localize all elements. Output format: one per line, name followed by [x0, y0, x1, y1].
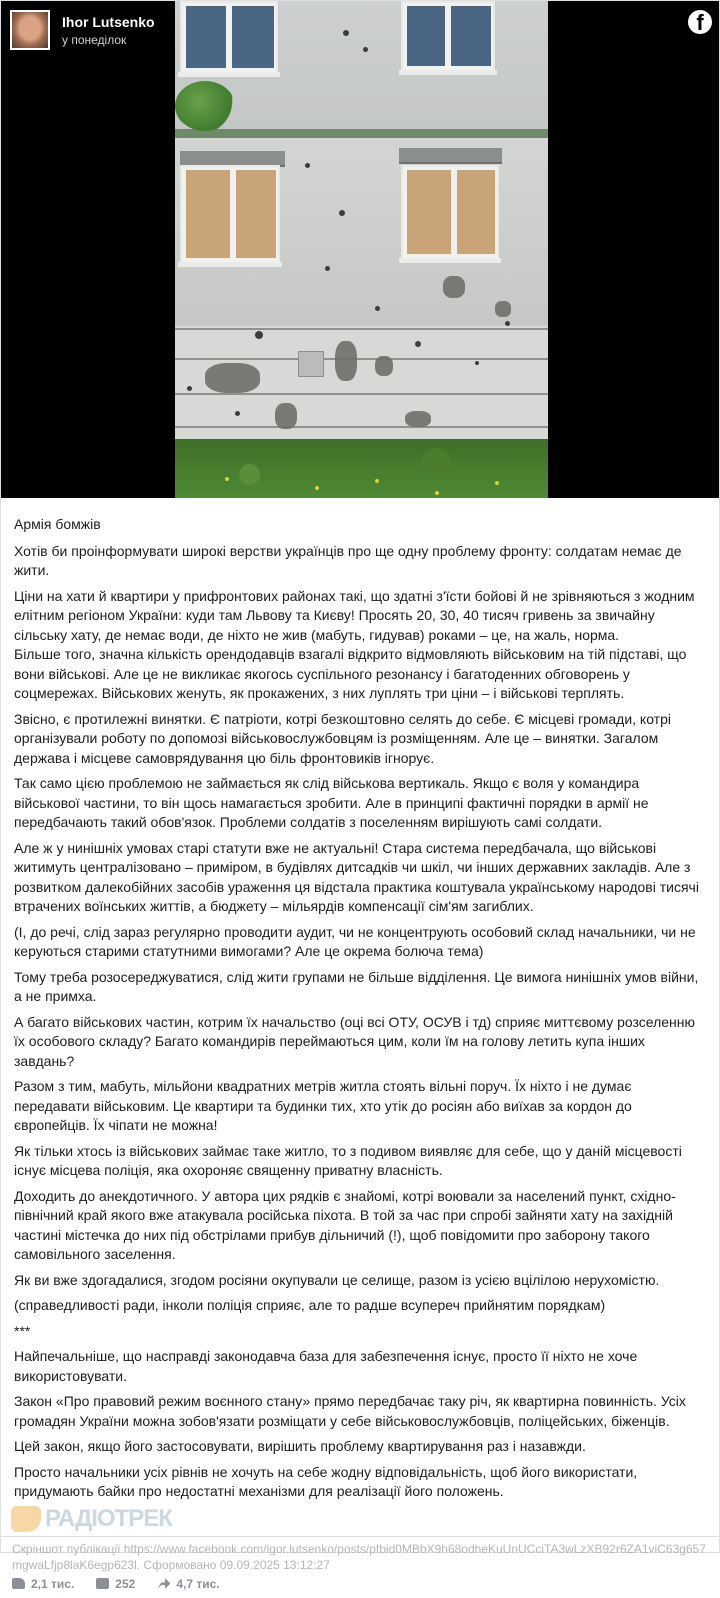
photo-hole: [187, 386, 192, 391]
photo-hole: [475, 361, 479, 365]
post-paragraph: Найпечальніше, що насправді законодавча база для забезпечення існує, просто її ніхто не хоче використовувати.: [14, 1348, 638, 1384]
post-text: [1, 498, 719, 1502]
post-paragraph: Ціни на хати й квартири у прифронтових районах такі, що здатні з'їсти бойові й не зрівняються з жодним елітним регіоном України: куди там Львову та Києву! Просять 20, 30, 40 тисяч гривень за звичайну сільську хату, де немає води, де ніхто не жив (мабуть, гидував) роками – це, на жаль, норма.: [14, 587, 695, 643]
photo-hole: [505, 321, 510, 326]
photo-window-boarded: [401, 165, 499, 261]
post-paragraph: Але ж у нинішніх умовах старі статути вже не актуальні! Стара система передбачала, що військові житимуть централізовано – приміром, в будівлях дитсадків чи шкіл, чи інших державних закладів. Але з розвитком далекобійних засобів ураження ця відстала практика коштувала українському народові тисячі втрачених воїнських життів, а бюджету – мільярдів компенсації сім'ям загиблих.: [14, 839, 699, 914]
likes-label: 2,1 тис.: [31, 1576, 75, 1591]
post-header: [10, 10, 155, 50]
post-paragraph: Як тільки хтось із військових займає таке житло, то з подивом виявляє для себе, що у даній місцевості існує місцева поліція, яка охороняє священну приватну власність.: [14, 1142, 682, 1178]
photo-seam: [175, 358, 548, 360]
post-paragraph: (І, до речі, слід зараз регулярно проводити аудит, чи не концентрують особовий склад начальники, чи не керуються старими статутними вимогами? Але це окрема болюча тема): [14, 923, 696, 959]
photo-hole: [325, 266, 330, 271]
like-icon: [12, 1578, 25, 1589]
shares-label: 4,7 тис.: [176, 1576, 220, 1591]
source-url-line2: mgwaLfjp8laK6egp623l. Сформовано 09.09.2025 13:12:27: [12, 1557, 330, 1572]
post-paragraph: Хотів би проінформувати широкі верстви українців про ще одну проблему фронту: солдатам немає де жити.: [14, 542, 682, 578]
post-paragraph: Більше того, значна кількість орендодавців взагалі відкрито відмовляють військовим на тій підставі, що вони військові. Але це не викликає якогось суспільного резонансу і багатоденних обговорень у соцмережах. Військових женуть, як прокажених, з них луплять три ціни – і військові терплять.: [14, 646, 687, 701]
likes-count[interactable]: [12, 1576, 74, 1592]
comments-label: 252: [115, 1576, 136, 1591]
post-title: Армія бомжів: [14, 516, 101, 532]
post-paragraph: Так само цією проблемою не займається як слід військова вертикаль. Якщо є воля у командира військової частини, то він щось намагається зробити. Але в принципі фактичні порядки в армії не передбачають такий обов'язок. Проблеми солдатів з поселенням вирішують самі солдати.: [14, 775, 649, 830]
avatar[interactable]: [10, 10, 50, 50]
photo-window: [401, 1, 495, 73]
post-photo[interactable]: [175, 1, 548, 498]
photo-stripe: [175, 129, 548, 138]
post-footer: [1, 1536, 719, 1598]
photo-crater: [405, 411, 431, 427]
watermark-text: РАДІОТРЕК: [45, 1504, 172, 1532]
photo-seam: [175, 426, 548, 428]
post-paragraph: А багато військових частин, котрим їх начальство (оці всі ОТУ, ОСУВ і тд) сприяє миттєвому розселенню їх особового складу? Багато командирів переймаються цим, коли їм на голову летить купа інших завдань?: [14, 1013, 696, 1069]
facebook-icon: f: [688, 10, 712, 34]
photo-shutter: [399, 148, 502, 164]
photo-tree: [175, 81, 235, 131]
photo-flower: [435, 491, 439, 495]
photo-seam: [175, 328, 548, 330]
photo-flower: [495, 481, 499, 485]
comments-count[interactable]: [96, 1576, 135, 1592]
post-separator: ***: [14, 1322, 31, 1339]
photo-crater: [495, 301, 511, 317]
post-paragraph: Тому треба розосереджуватися, слід жити групами не більше відділення. Це вимога нинішніх умов війни, а не примха.: [14, 968, 699, 1004]
photo-flower: [375, 479, 379, 483]
comment-icon: [96, 1578, 109, 1589]
photo-vent: [298, 351, 324, 377]
post-paragraph: (справедливості ради, інколи поліція сприяє, але то радше всупереч прийнятим порядкам): [14, 1297, 606, 1313]
photo-hole: [343, 30, 349, 36]
watermark-logo: [11, 1504, 719, 1534]
source-url-line1[interactable]: Скріншот публікації https://www.facebook.com/igor.lutsenko/posts/pfbid0MBbX9h68odheKuUnUCciTA3wLzXB92r6ZA1viC63g657: [12, 1541, 706, 1556]
post-paragraph: Звісно, є протилежні винятки. Є патріоти, котрі безкоштовно селять до себе. Є місцеві громади, котрі організували роботу по допомозі військовослужбовцям із розміщенням. Але це – винятки. Загалом держава і місцеве самоврядування цю біль фронтовиків ігнорує.: [14, 710, 671, 766]
post-timestamp[interactable]: у понеділок: [62, 32, 127, 47]
watermark-mark: [11, 1506, 41, 1532]
photo-crater: [335, 341, 357, 381]
post-media[interactable]: [1, 1, 719, 498]
post-content: [1, 498, 719, 1598]
post-paragraph: Доходить до анекдотичного. У автора цих рядків є знайомі, котрі воювали за населений пункт, східно-північний край якого вже атакувала російська піхота. В той за час при спробі зайняти хату на західній частині містечка до них під обстрілами прибув дільничий (!), щоб повідомити про заборону такого самовільного заселення.: [14, 1187, 676, 1262]
post-paragraph: Як ви вже здогадалися, згодом росіяни окупували це селище, разом із усією вцілілою нерухомістю.: [14, 1271, 660, 1288]
photo-flower: [315, 486, 319, 490]
photo-crater: [375, 356, 393, 376]
photo-crater: [443, 276, 465, 298]
photo-crater: [275, 403, 297, 429]
post-paragraph: Разом з тим, мабуть, мільйони квадратних метрів житла стоять вільні поруч. Їх ніхто і не думає передавати військовим. Це квартири та будинки тих, хто утік до росіян або виїхав за кордон до європейців. Їх чіпати не можна!: [14, 1078, 632, 1133]
reactions-bar: [12, 1576, 708, 1592]
photo-hole: [339, 210, 345, 216]
photo-hole: [305, 163, 310, 168]
author-name[interactable]: Ihor Lutsenko: [62, 13, 155, 30]
photo-window: [180, 1, 278, 75]
photo-hole: [363, 47, 368, 52]
photo-window-boarded: [180, 165, 280, 265]
post-paragraph: Цей закон, якщо його застосовувати, вирішить проблему квартирування раз і назавжди.: [14, 1438, 586, 1454]
photo-hole: [235, 411, 240, 416]
photo-seam: [175, 393, 548, 395]
photo-crater: [205, 363, 260, 393]
post-paragraph: Закон «Про правовий режим воєнного стану» прямо передбачає таку річ, як квартирна повинність. Усіх громадян України можна зобов'язати розміщати у себе військовослужбовців, поліцейських, біженців.: [14, 1393, 686, 1429]
post-paragraph: Просто начальники усіх рівнів не хочуть на себе жодну відповідальність, щоб його використати, придумають байки про недостатні механізми для реалізації його положень.: [14, 1463, 638, 1499]
share-icon: [157, 1578, 170, 1589]
photo-hole: [375, 306, 380, 311]
photo-hole: [415, 341, 421, 347]
shares-count[interactable]: [157, 1576, 219, 1592]
photo-hole: [255, 331, 263, 339]
photo-flower: [225, 477, 229, 481]
photo-grass: [175, 439, 548, 498]
